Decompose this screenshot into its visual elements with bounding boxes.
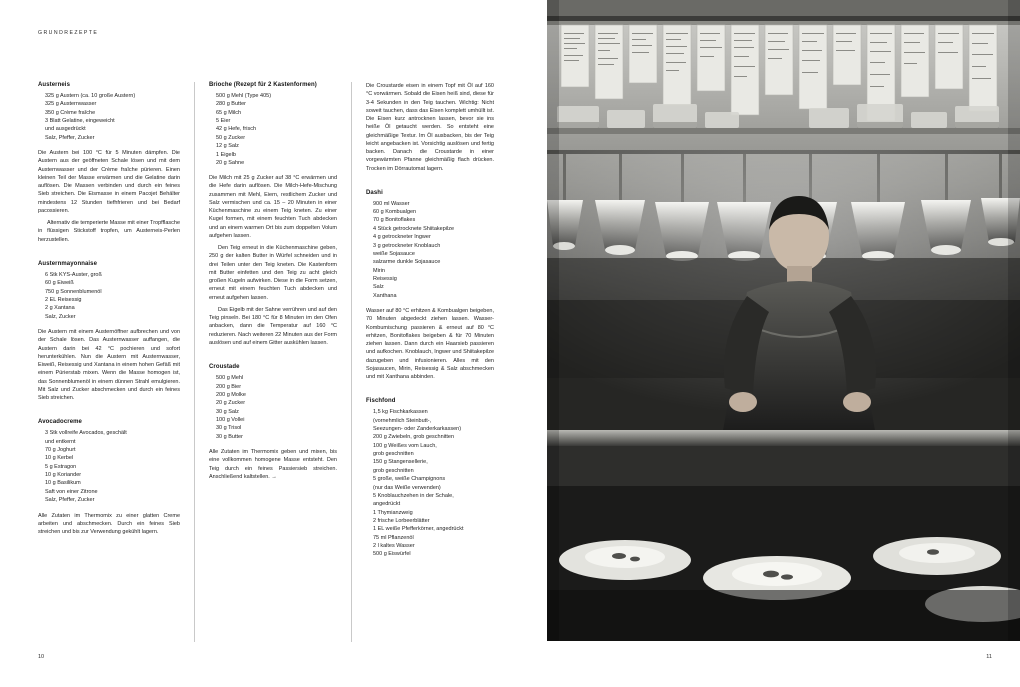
ingredient-item: 10 g Basilikum [45, 480, 81, 487]
recipe-title: Austernmayonnaise [38, 260, 98, 267]
ingredient-item: 50 g Zucker [216, 134, 246, 141]
ingredient-item: Xanthana [373, 292, 397, 299]
ingredient-item: Reisessig [373, 275, 397, 282]
recipe-paragraph: Die Croustarde eisen in einem Topf mit Öl auf 160 °C vorwärmen. Sobald die Eisen heiß sind, diese für 3-4 Sekunden in den Teig tauchen. Wichtig: Nicht soweit tauchen, dass das Eisen komplett umhüllt ist. Die Eisen kurz antrocknen lassen, bevor sie ins heiße Öl getaucht werden. So entsteht eine gleichmäßige Textur. Im Öl ausbacken, bis der Teig leicht angebacken ist. Vorsichtig auslösen und fertig backen. Danach die Croustarde in einer vorgewärmten Pfanne gleichmäßig flach drücken. Trocken im Dörrautomat lagern. [366, 83, 494, 172]
ingredient-item: grob geschnitten [373, 451, 414, 458]
ingredient-item: 280 g Butter [216, 101, 246, 108]
ingredient-item: 200 g Molke [216, 391, 246, 398]
ingredient-item: 900 ml Wasser [373, 200, 410, 207]
recipe-title: Brioche (Rezept für 2 Kastenformen) [209, 82, 317, 88]
ingredient-item: (vornehmlich Steinbutt-, [373, 417, 432, 424]
ingredient-item: 2 l kaltes Wasser [373, 543, 415, 550]
ingredient-item: 60 g Kombualgen [373, 209, 417, 216]
column-2 [194, 82, 351, 642]
ingredient-item: 5 Knoblauchzehen in der Schale, [373, 492, 454, 499]
ingredient-item: 100 g Vollei [216, 417, 245, 424]
recipe-paragraph: Den Teig erneut in die Küchenmaschine geben, 250 g der kalten Butter in Würfel schneiden und in drei Teilen unter den Teig kneten. Die Kastenform mit Butter einfetten und den Teig zu acht gleich großen Kugeln aufwirken. Diese in die Form setzen, erneut mit einem feuchten Tuch abdecken und erneut aufgehen lassen. [209, 245, 337, 301]
ingredient-item: 1 Eigelb [216, 151, 236, 158]
ingredient-item: 500 g Mehl (Type 405) [216, 93, 272, 99]
ingredient-item: 75 ml Pflanzenöl [373, 534, 414, 541]
recipe-paragraph: Alternativ die temperierte Masse mit einer Tropfflasche in flüssigen Stickstoff tropfen, um Austerneis-Perlen herzustellen. [38, 220, 180, 243]
ingredient-list [38, 271, 180, 321]
ingredient-item: Salz [373, 284, 384, 291]
ingredient-item: Seezungen- oder Zanderkarkassen) [373, 426, 462, 433]
ingredient-item: 1 EL weiße Pfefferkörner, angedrückt [373, 526, 464, 533]
ingredient-item: 325 g Austernwasser [45, 101, 97, 108]
recipe-paragraph: Die Milch mit 25 g Zucker auf 38 °C erwärmen und die Hefe darin auflösen. Die Milch-Hefe-Mischung zusammen mit Mehl, Eiern, restlichem Zucker und Salz vermischen und ca. 15 – 20 Minuten in einer Küchenmaschine zu einem Teig kneten. Zu einer Kugel formen, mit einem feuchten Tuch abdecken und an einem warmen Ort bis zum doppelten Volum aufgehen lassen. [209, 175, 337, 239]
ingredient-item: 2 EL Reisessig [45, 296, 82, 303]
ingredient-item: 4 g getrockneter Ingwer [373, 234, 431, 241]
ingredient-item: 5 große, weiße Champignons [373, 476, 446, 483]
recipe-croustade-continued [366, 82, 494, 173]
ingredient-item: 2 frische Lorbeerblätter [373, 517, 430, 524]
ingredient-item: 20 g Sahne [216, 159, 245, 166]
ingredient-item: 4 Stück getrocknete Shiitakepilze [373, 225, 455, 232]
ingredient-list [38, 92, 180, 142]
ingredient-item: 30 g Butter [216, 433, 243, 440]
recipe-brioche [209, 82, 337, 347]
ingredient-item: angedrückt [373, 501, 401, 508]
recipe-austerneis [38, 82, 180, 244]
kitchen-photo [547, 0, 1020, 641]
page-right [547, 0, 1020, 687]
running-head: GRUNDREZEPTE [38, 30, 99, 36]
recipe-dashi [366, 190, 494, 382]
ingredient-item: 5 Eier [216, 118, 231, 125]
page-number-left: 10 [38, 654, 45, 660]
ingredient-item: und entkernt [45, 438, 76, 445]
ingredient-item: Salz, Pfeffer, Zucker [45, 497, 95, 504]
recipe-paragraph: Die Austern bei 100 °C für 5 Minuten dämpfen. Die Austern aus der geöffneten Schale lösen und mit dem Austernwasser und der Crème fraîche pürieren. Einen kleinen Teil der Masse erwärmen und die Gelatine darin auflösen. Die Massen verbinden und durch ein feines Sieb streichen. Die Eismasse in einem Pacojet Behälter mindestens 12 Stunden tiefhfrieren und bei Bedarf pacossieren. [38, 150, 180, 214]
ingredient-item: 20 g Zucker [216, 400, 246, 407]
ingredient-item: Mirin [373, 267, 385, 274]
ingredient-item: salzarme dunkle Sojasauce [373, 259, 441, 266]
ingredient-item: 200 g Zwiebeln, grob geschnitten [373, 434, 455, 441]
ingredient-item: 150 g Stangensellerie, [373, 459, 428, 466]
ingredient-list [366, 408, 494, 558]
ingredient-item: 3 Blatt Gelatine, eingeweicht [45, 118, 115, 125]
recipe-paragraph: Wasser auf 80 °C erhitzen & Kombualgen beigeben, 70 Minuten abgedeckt ziehen lassen. Wasser-Kombumischung passieren & erneut auf 80 °C erhitzen, Bonitoflakes beigeben & für 70 Minuten ziehen lassen. Dann durch ein Haarsieb passieren und aufkochen. Knoblauch, Ingwer und Shiitakepilze dazugeben und infusionieren. Alles mit den Sojasaucen, Mirin, Reisessig & Salz abschmecken und mit Xanthana abbinden. [366, 308, 494, 381]
ingredient-item: und ausgedrückt [45, 126, 86, 133]
ingredient-item: 10 g Koriander [45, 472, 82, 479]
ingredient-item: Salz, Pfeffer, Zucker [45, 134, 95, 141]
ingredient-item: Saft von einer Zitrone [45, 488, 98, 495]
ingredient-item: 60 g Eiweiß [45, 280, 74, 287]
column-1 [38, 82, 194, 642]
ingredient-item: grob geschnitten [373, 467, 414, 474]
ingredient-item: 500 g Mehl [216, 375, 244, 382]
ingredient-item: 200 g Bier [216, 383, 242, 390]
recipe-title: Austerneis [38, 82, 71, 88]
ingredient-item: 3 Stk vollreife Avocados, geschält [45, 430, 127, 437]
recipe-paragraph: Das Eigelb mit der Sahne verrühren und auf den Teig pinseln. Bei 180 °C für 8 Minuten im den Ofen anbacken, dann die Temperatur auf 160 °C reduzieren. Nach weiteren 22 Minuten aus der Form auslösen und auf einem Gitter auskühlen lassen. [209, 306, 337, 346]
ingredient-item: weiße Sojasauce [373, 250, 415, 257]
ingredient-item: 750 g Sonnenblumenöl [45, 288, 102, 295]
ingredient-item: 30 g Salz [216, 408, 239, 415]
ingredient-item: 1 Thymianzweig [373, 509, 413, 516]
ingredient-item: 6 Stk KYS-Auster, groß [45, 271, 102, 278]
column-3 [351, 82, 508, 642]
ingredient-item: 30 g Trisol [216, 425, 242, 432]
recipe-paragraph: Alle Zutaten im Thermomix zu einer glatten Creme arbeiten und abschmecken. Durch ein feines Sieb streichen und bis zur Verwendung gekühlt lagern. [38, 512, 180, 536]
ingredient-item: 65 g Milch [216, 109, 242, 116]
ingredient-item: 12 g Salz [216, 143, 239, 150]
recipe-title: Avocadocreme [38, 419, 82, 426]
ingredient-item: 2 g Xantana [45, 305, 75, 312]
ingredient-item: 100 g Weißes vom Lauch, [373, 442, 437, 449]
ingredient-item: (nur das Weiße verwenden) [373, 484, 441, 491]
ingredient-item: 350 g Crème fraîche [45, 109, 96, 116]
text-columns [38, 82, 508, 642]
ingredient-list [366, 200, 494, 300]
ingredient-item: 70 g Joghurt [45, 447, 76, 454]
ingredient-item: 70 g Bonitoflakes [373, 217, 416, 224]
ingredient-item: 10 g Kerbel [45, 455, 74, 462]
ingredient-item: 500 g Eiswürfel [373, 551, 411, 558]
recipe-paragraph: Alle Zutaten im Thermomix geben und mixen, bis eine vollkommen homogene Masse entsteht. Den Teig durch ein feines Passiersieb streichen. Anschließend kaltstellen. → [209, 449, 337, 480]
ingredient-list [209, 374, 337, 441]
ingredient-item: 1,5 kg Fischkarkassen [373, 409, 428, 416]
recipe-croustade [209, 364, 337, 481]
recipe-title: Fischfond [366, 398, 396, 405]
recipe-title: Croustade [209, 364, 240, 371]
recipe-title: Dashi [366, 189, 383, 196]
recipe-austernmayonnaise [38, 261, 180, 402]
ingredient-item: 325 g Austern (ca. 10 große Austern) [45, 93, 136, 99]
ingredient-item: 5 g Estragon [45, 463, 77, 470]
ingredient-item: Salz, Zucker [45, 313, 76, 320]
recipe-paragraph: Die Austern mit einem Austernöffner aufbrechen und von der Schale lösen. Das Austernwasser auffangen, die Austern darin bei 42 °C pochieren und sofort herunterkühlen. Nun die Austern mit Austernwasser, Eiweiß, Reisessig und Xantana in einem hohen Gefäß mit einem Pürierstab mixen. Wenn die Masse homogen ist, das Sonnenblumenöl in einem dünnen Strahl emulgieren. Mit Salz und Zucker abschmecken und durch ein feines Sieb streichen. [38, 329, 180, 402]
recipe-fischfond [366, 398, 494, 558]
recipe-avocadocreme [38, 419, 180, 536]
ingredient-list [38, 429, 180, 504]
ingredient-list [209, 92, 337, 167]
ingredient-item: 42 g Hefe, frisch [216, 126, 257, 133]
ingredient-item: 3 g getrockneter Knoblauch [373, 242, 441, 249]
page-number-right: 11 [986, 654, 992, 660]
